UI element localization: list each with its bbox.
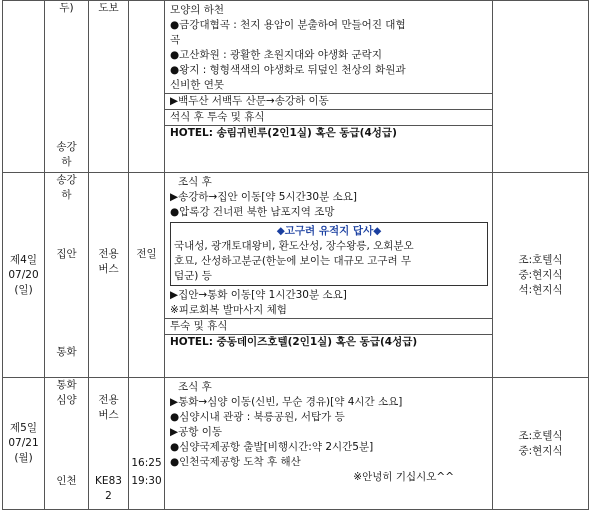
schedule-line: 투숙 및 휴식	[165, 318, 492, 334]
day4-place-cell	[45, 173, 89, 378]
day4-meal-cell	[493, 173, 589, 378]
itinerary-table	[2, 0, 589, 510]
day3-time-cell	[129, 1, 165, 173]
day4-transport-cell	[89, 173, 129, 378]
place-label: 집안	[56, 248, 77, 260]
day-date: 07/21	[8, 437, 39, 449]
schedule-line: ●왕지 : 형형색색의 야생화로 뒤덮인 천상의 화원과	[170, 64, 406, 76]
day4-day-cell	[3, 173, 45, 378]
schedule-line: ▶송강하→집안 이동[약 5시간30분 소요]	[170, 191, 357, 203]
day5-place-cell	[45, 378, 89, 510]
place-label: 하	[61, 189, 72, 201]
schedule-line: ▶공항 이동	[170, 426, 222, 438]
meal-dinner: 석:현지식	[518, 283, 563, 296]
day5-row	[3, 378, 589, 510]
place-label: 통화	[56, 379, 77, 391]
day4-time-cell	[129, 173, 165, 378]
schedule-line: ●심양국제공항 출발[비행시간:약 2시간5분]	[170, 441, 374, 453]
day-number: 제5일	[10, 422, 37, 434]
day3-place-cell	[45, 1, 89, 173]
meal-breakfast: 조:호텔식	[518, 429, 563, 442]
flight-number: 2	[105, 490, 112, 502]
transport-label: 전용	[98, 394, 119, 406]
hotel-line: HOTEL: 중동데이즈호텔(2인1실) 혹은 동급(4성급)	[165, 334, 492, 350]
transport-label: 도보	[98, 2, 119, 14]
place-label: 두)	[59, 2, 74, 14]
hotel-line: HOTEL: 송림귀빈루(2인1실) 혹은 동급(4성급)	[165, 125, 492, 141]
day5-transport-cell	[89, 378, 129, 510]
place-label: 하	[61, 156, 72, 168]
place-label: 심양	[56, 394, 77, 406]
schedule-line: ●압록강 건너편 북한 남포지역 조망	[170, 206, 335, 218]
schedule-line: ▶통화→심양 이동(신빈, 무순 경유)[약 4시간 소요]	[170, 396, 403, 408]
day3-schedule-cell	[165, 1, 493, 173]
schedule-line: 조식 후	[178, 176, 212, 188]
schedule-line: ●인천국제공항 도착 후 해산	[170, 456, 301, 468]
meal-lunch: 중:현지식	[518, 444, 563, 457]
box-line: 호묘, 산성하고분군(한눈에 보이는 대규모 고구려 무	[174, 255, 412, 267]
place-label: 송강	[56, 174, 77, 186]
day-date: 07/20	[8, 268, 39, 281]
box-line: 덤군) 등	[174, 270, 212, 282]
day4-schedule-cell	[165, 173, 493, 378]
day3-meal-cell	[493, 1, 589, 173]
schedule-line: ●심양시내 관광 : 북릉공원, 서탑가 등	[170, 411, 345, 423]
arrival-time: 19:30	[131, 475, 162, 487]
schedule-line: ●고산화원 : 광활한 초원지대와 야생화 군락지	[170, 49, 382, 61]
meal-lunch: 중:현지식	[518, 268, 563, 281]
day4-row	[3, 173, 589, 378]
schedule-line: ※피로회복 발마사지 체험	[170, 304, 287, 316]
place-label: 인천	[56, 475, 77, 487]
meal-breakfast: 조:호텔식	[518, 253, 563, 266]
place-label: 송강	[56, 141, 77, 153]
time-label: 전일	[136, 248, 157, 260]
schedule-line: 모양의 하천	[170, 4, 225, 16]
schedule-line: ●금강대협곡 : 천지 용암이 분출하여 만들어진 대협	[170, 19, 406, 31]
day3-transport-cell	[89, 1, 129, 173]
schedule-line: ▶백두산 서백두 산문→송강하 이동	[170, 95, 329, 107]
schedule-line: 신비한 연못	[165, 78, 492, 94]
schedule-line: 곡	[170, 34, 181, 46]
box-title: ◆고구려 유적지 답사◆	[276, 225, 382, 237]
schedule-line: ▶집안→통화 이동[약 1시간30분 소요]	[170, 289, 347, 301]
transport-label: 전용	[98, 248, 119, 260]
day-weekday: (일)	[14, 283, 33, 296]
day3-row	[3, 1, 589, 173]
farewell-line: ※안녕히 기십시오^^	[353, 471, 454, 483]
heritage-tour-box	[170, 222, 488, 286]
day-weekday: (월)	[14, 452, 33, 464]
box-line: 국내성, 광개토대왕비, 환도산성, 장수왕릉, 오회분오	[174, 240, 414, 252]
place-label: 통화	[56, 346, 77, 358]
day3-day-cell	[3, 1, 45, 173]
schedule-line: 석식 후 투숙 및 휴식	[165, 109, 492, 125]
transport-label: 버스	[98, 409, 119, 421]
flight-number: KE83	[95, 475, 122, 487]
day5-day-cell	[3, 378, 45, 510]
day5-schedule-cell	[165, 378, 493, 510]
schedule-line: 조식 후	[178, 381, 212, 393]
day5-time-cell	[129, 378, 165, 510]
day-number: 제4일	[10, 253, 37, 266]
transport-label: 버스	[98, 263, 119, 275]
departure-time: 16:25	[131, 457, 162, 469]
day5-meal-cell	[493, 378, 589, 510]
